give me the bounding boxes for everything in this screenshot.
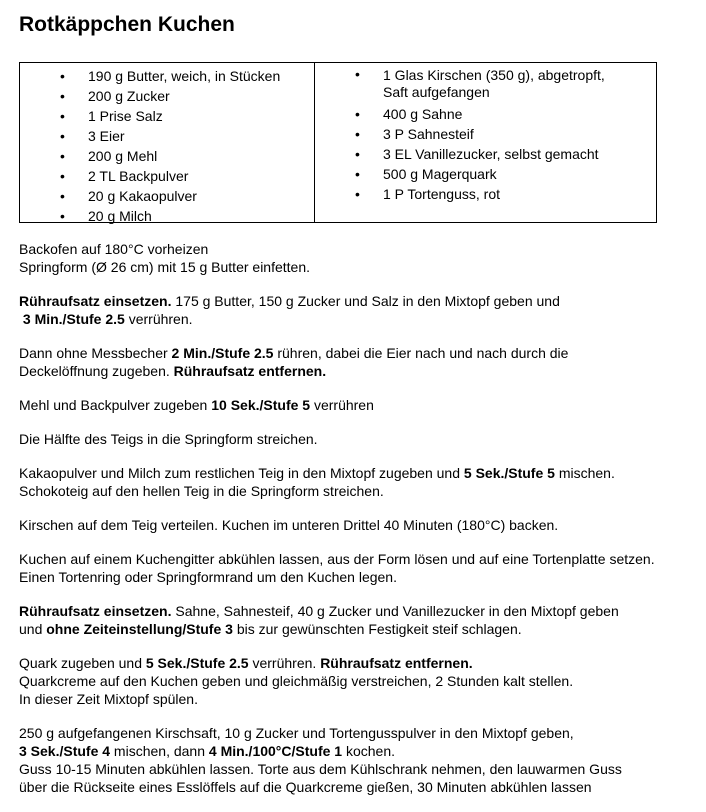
ingredient-item — [315, 66, 656, 101]
instruction-text: mischen, dann — [110, 743, 209, 759]
instruction-text: Kakaopulver und Milch zum restlichen Teig in den Mixtopf zugeben und — [19, 465, 464, 481]
instruction-text: Die Hälfte des Teigs in die Springform streichen. — [19, 431, 318, 447]
instruction-text: Sahne, Sahnesteif, 40 g Zucker und Vanillezucker in den Mixtopf geben — [171, 603, 619, 619]
instructions — [19, 240, 706, 812]
instruction-bold-text: Rühraufsatz einsetzen. — [19, 603, 172, 619]
instruction-text: Kuchen auf einem Kuchengitter abkühlen lassen, aus der Form lösen und auf eine Tortenplatte setzen. — [19, 551, 655, 567]
instruction-text: 250 g aufgefangenen Kirschsaft, 10 g Zucker und Tortengusspulver in den Mixtopf geben, — [19, 725, 574, 741]
instruction-paragraph — [19, 464, 706, 500]
instruction-text: kochen. — [342, 743, 396, 759]
instruction-text: In dieser Zeit Mixtopf spülen. — [19, 691, 198, 707]
instruction-paragraph — [19, 430, 706, 448]
instruction-bold-text: Rühraufsatz einsetzen. — [19, 293, 172, 309]
instruction-text: Guss 10-15 Minuten abkühlen lassen. Torte aus dem Kühlschrank nehmen, den lauwarmen Guss — [19, 761, 622, 777]
ingredient-item: • 3 Eier — [20, 126, 314, 146]
instruction-paragraph — [19, 396, 706, 414]
instruction-bold-text: Rühraufsatz entfernen. — [320, 655, 473, 671]
ingredient-item: • 200 g Zucker — [20, 86, 314, 106]
instruction-text: Backofen auf 180°C vorheizen — [19, 241, 209, 257]
instruction-paragraph — [19, 550, 706, 586]
instruction-text: über die Rückseite eines Esslöffels auf die Quarkcreme gießen, 30 Minuten abkühlen lassen — [19, 779, 592, 795]
ingredient-item: • 20 g Milch — [20, 206, 314, 226]
recipe-title: Rotkäppchen Kuchen — [19, 13, 235, 36]
ingredient-line: 1 Glas Kirschen (350 g), abgetropft, — [383, 67, 605, 83]
ingredients-column-left — [20, 63, 315, 222]
instruction-text: und — [19, 621, 47, 637]
instruction-paragraph — [19, 724, 706, 796]
ingredient-item: • 1 Prise Salz — [20, 106, 314, 126]
ingredient-item: • 20 g Kakaopulver — [20, 186, 314, 206]
ingredient-item: • 1 P Tortenguss, rot — [315, 184, 656, 204]
instruction-text: Einen Tortenring oder Springformrand um den Kuchen legen. — [19, 569, 397, 585]
ingredient-line: Saft aufgefangen — [383, 84, 490, 100]
instruction-text: bis zur gewünschten Festigkeit steif schlagen. — [232, 621, 522, 637]
instruction-bold-text: 3 Min./Stufe 2.5 — [19, 311, 125, 327]
instruction-paragraph — [19, 602, 706, 638]
instruction-text: Springform (Ø 26 cm) mit 15 g Butter einfetten. — [19, 259, 311, 275]
ingredient-item: • 3 EL Vanillezucker, selbst gemacht — [315, 144, 656, 164]
instruction-text: Deckelöffnung zugeben. — [19, 363, 174, 379]
instruction-paragraph — [19, 654, 706, 708]
instruction-text: verrühren — [310, 397, 374, 413]
instruction-bold-text: 5 Sek./Stufe 5 — [463, 465, 555, 481]
ingredients-list-left — [20, 66, 314, 226]
ingredients-list-right — [315, 66, 656, 204]
instruction-text: Mehl und Backpulver zugeben — [19, 397, 212, 413]
instruction-bold-text: ohne Zeiteinstellung/Stufe 3 — [46, 621, 233, 637]
ingredient-item: • 2 TL Backpulver — [20, 166, 314, 186]
instruction-bold-text: 4 Min./100°C/Stufe 1 — [208, 743, 343, 759]
instruction-paragraph — [19, 240, 706, 276]
instruction-bold-text: 3 Sek./Stufe 4 — [19, 743, 111, 759]
instruction-paragraph — [19, 292, 706, 328]
instruction-text: verrühren. — [124, 311, 193, 327]
ingredients-column-right — [315, 63, 656, 222]
instruction-bold-text: Rühraufsatz entfernen. — [173, 363, 327, 379]
ingredient-item: • 3 P Sahnesteif — [315, 124, 656, 144]
instruction-text: 175 g Butter, 150 g Zucker und Salz in den Mixtopf geben und — [171, 293, 560, 309]
instruction-text: verrühren. — [248, 655, 321, 671]
instruction-paragraph — [19, 344, 706, 380]
ingredient-item: • 500 g Magerquark — [315, 164, 656, 184]
instruction-text: Dann ohne Messbecher — [19, 345, 172, 361]
ingredients-table — [19, 62, 657, 223]
instruction-bold-text: 10 Sek./Stufe 5 — [211, 397, 311, 413]
instruction-paragraph — [19, 516, 706, 534]
instruction-text: Schokoteig auf den hellen Teig in die Springform streichen. — [19, 483, 384, 499]
instruction-text: rühren, dabei die Eier nach und nach durch die — [273, 345, 569, 361]
instruction-text: Quark zugeben und — [19, 655, 146, 671]
instruction-bold-text: 5 Sek./Stufe 2.5 — [145, 655, 249, 671]
ingredient-item: • 200 g Mehl — [20, 146, 314, 166]
instruction-text: Quarkcreme auf den Kuchen geben und gleichmäßig verstreichen, 2 Stunden kalt stellen. — [19, 673, 574, 689]
ingredient-item: • 190 g Butter, weich, in Stücken — [20, 66, 314, 86]
instruction-text: mischen. — [554, 465, 615, 481]
ingredient-item: • 400 g Sahne — [315, 104, 656, 124]
instruction-text: Kirschen auf dem Teig verteilen. Kuchen im unteren Drittel 40 Minuten (180°C) backen. — [19, 517, 559, 533]
instruction-bold-text: 2 Min./Stufe 2.5 — [171, 345, 274, 361]
